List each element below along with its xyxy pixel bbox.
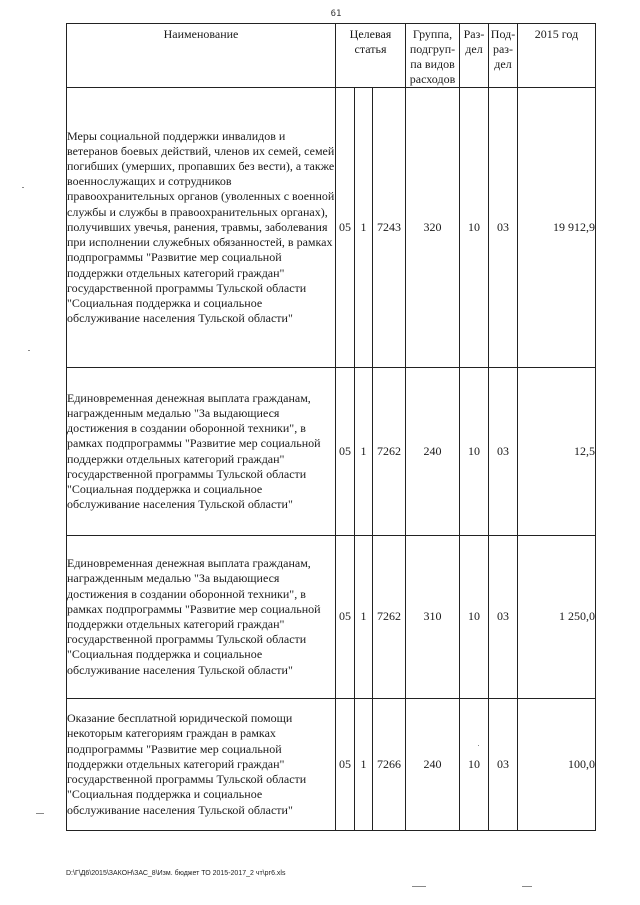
scan-speck [28, 350, 30, 351]
row-name: Оказание бесплатной юридической помощи некоторым категориям граждан в рамках подпрограммы "Развитие мер социальной поддержки отдельных категорий граждан" государственной программы Тульской области "Социальная поддержка и социальное обслуживание населения Тульской области" [67, 699, 336, 831]
row-expense-group: 310 [406, 536, 460, 699]
header-subsection: Под-раз-дел [489, 24, 518, 88]
header-expense-group: Группа, подгруп-па видов расходов [406, 24, 460, 88]
row-target-program: 05 [336, 88, 355, 368]
row-section: 10 [460, 536, 489, 699]
scan-speck [36, 813, 44, 814]
row-amount: 12,5 [518, 368, 596, 536]
table-row [67, 536, 596, 699]
row-amount: 1 250,0 [518, 536, 596, 699]
row-subsection: 03 [489, 368, 518, 536]
row-subsection: 03 [489, 536, 518, 699]
row-section: 10 [460, 699, 489, 831]
row-target-subprogram: 1 [355, 88, 373, 368]
row-target-direction: 7243 [373, 88, 406, 368]
row-target-direction: 7266 [373, 699, 406, 831]
row-target-program: 05 [336, 368, 355, 536]
table-row [67, 699, 596, 831]
row-expense-group: 320 [406, 88, 460, 368]
header-section: Раз-дел [460, 24, 489, 88]
row-name: Единовременная денежная выплата гражданам, награжденным медалью "За выдающиеся достижения в создании оборонной техники", в рамках подпрограммы "Развитие мер социальной поддержки отдельных категорий граждан" государственной программы Тульской области "Социальная поддержка и социальное обслуживание населения Тульской области" [67, 536, 336, 699]
row-section: 10 [460, 88, 489, 368]
scan-speck [412, 886, 426, 887]
footer-file-path: D:\Г\Д6\2015\ЗАКОН\ЗАС_8\Изм. бюджет ТО 2015-2017_2 чт\рг6.xls [66, 870, 286, 877]
row-target-direction: 7262 [373, 368, 406, 536]
row-amount: 100,0 [518, 699, 596, 831]
table-row [67, 368, 596, 536]
row-target-subprogram: 1 [355, 536, 373, 699]
row-subsection: 03 [489, 88, 518, 368]
row-amount: 19 912,9 [518, 88, 596, 368]
row-target-direction: 7262 [373, 536, 406, 699]
scan-speck [522, 886, 532, 887]
header-name: Наименование [67, 24, 336, 88]
budget-table [66, 23, 596, 831]
row-target-subprogram: 1 [355, 368, 373, 536]
row-target-subprogram: 1 [355, 699, 373, 831]
scan-speck [478, 745, 479, 746]
scan-speck [22, 187, 24, 188]
header-year: 2015 год [518, 24, 596, 88]
row-subsection: 03 [489, 699, 518, 831]
table-row [67, 88, 596, 368]
row-name: Меры социальной поддержки инвалидов и ветеранов боевых действий, членов их семей, семей погибших (умерших, пропавших без вести), а также военнослужащих и сотрудников правоохранительных органов (уволенных с военной службы и службы в правоохранительных органах), получивших увечья, ранения, травмы, заболевания при исполнении служебных обязанностей, в рамках подпрограммы "Развитие мер социальной поддержки отдельных категорий граждан" государственной программы Тульской области "Социальная поддержка и социальное обслуживание населения Тульской области" [67, 88, 336, 368]
row-name: Единовременная денежная выплата гражданам, награжденным медалью "За выдающиеся достижения в создании оборонной техники", в рамках подпрограммы "Развитие мер социальной поддержки отдельных категорий граждан" государственной программы Тульской области "Социальная поддержка и социальное обслуживание населения Тульской области" [67, 368, 336, 536]
header-target-article: Целевая статья [336, 24, 406, 88]
row-expense-group: 240 [406, 368, 460, 536]
page-number: 61 [330, 9, 342, 19]
row-target-program: 05 [336, 699, 355, 831]
row-section: 10 [460, 368, 489, 536]
row-target-program: 05 [336, 536, 355, 699]
row-expense-group: 240 [406, 699, 460, 831]
table-header-row [67, 24, 596, 88]
